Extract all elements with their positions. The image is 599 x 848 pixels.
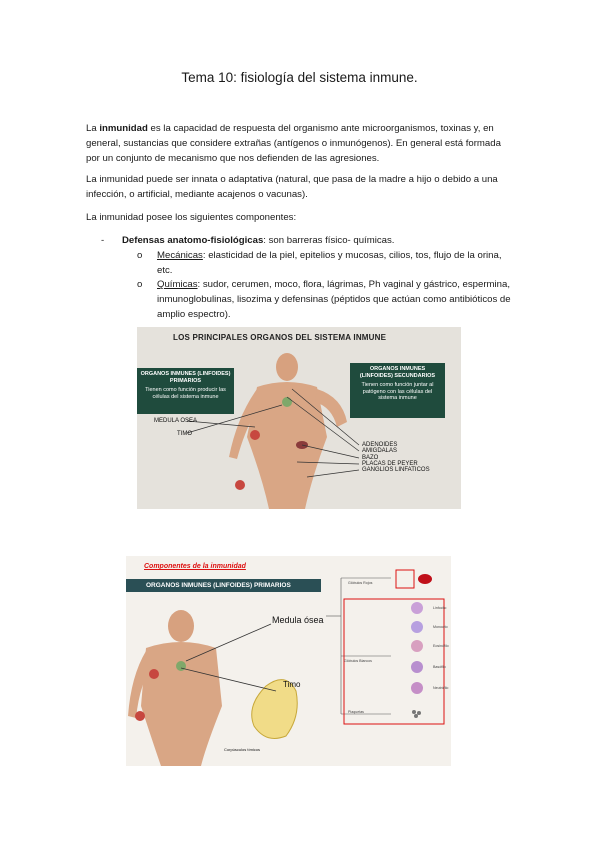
page-title: Tema 10: fisiología del sistema inmune. — [181, 70, 418, 85]
label-monocito: Monocito — [433, 625, 448, 629]
label-bazo: BAZO — [362, 455, 379, 461]
sub-marker: o — [137, 279, 143, 290]
label-placas-peyer: PLACAS DE PEYER — [362, 461, 418, 467]
label-adenoides: ADENOIDES — [362, 442, 398, 448]
sub-label: Químicas — [157, 279, 198, 290]
sub-rest: : elasticidad de la piel, epitelios y mucosas, cilios, tos, flujo de la orina, etc. — [157, 250, 502, 276]
label-globulos-blancos: Glóbulos Blancos — [344, 659, 372, 663]
primary-box-heading: ORGANOS INMUNES (LINFOIDES) PRIMARIOS — [140, 371, 231, 384]
paragraph-types: La inmunidad puede ser innata o adaptativa (natural, que pasa de la madre a hijo o debido a una infección, o artificial, mediante acajenos o vacunas). — [86, 174, 498, 200]
primary-organs-box — [137, 368, 234, 414]
primary-organs-bar: ORGANOS INMUNES (LINFOIDES) PRIMARIOS — [126, 579, 321, 592]
immunity-components-figure — [126, 556, 451, 766]
bullet-rest: : son barreras físico- químicas. — [263, 235, 395, 246]
paragraph-components: La inmunidad posee los siguientes componentes: — [86, 212, 297, 223]
sub-marker: o — [137, 250, 143, 261]
text-run: es la capacidad de respuesta del organismo ante microorganismos, toxinas y, en general, sustancias que considere extrañas (antígenos o inmunógenos). En general está formada por un conjunto de mecanismo que nos defienden de las agresiones. — [86, 123, 501, 164]
label-eosinofilo: Eosinófilo — [433, 644, 449, 648]
primary-box-text: Tienen como función producir las células del sistema inmune — [145, 387, 226, 400]
sub-label: Mecánicas — [157, 250, 203, 261]
sub-text — [157, 277, 512, 322]
immune-organs-figure — [137, 327, 461, 509]
label-neutrofilo: Neutrófilo — [433, 686, 449, 690]
label-amigdalas: AMIGDALAS — [362, 448, 398, 454]
label-corpusculos: Corpúsculos tímicos — [224, 747, 261, 752]
secondary-box-text: Tienen como función juntar al patógeno con las células del sistema inmune — [361, 382, 434, 401]
label-medula-osea: MEDULA OSEA — [154, 418, 198, 424]
figure-title: LOS PRINCIPALES ORGANOS DEL SISTEMA INMUNE — [173, 333, 387, 342]
bullet-bold: Defensas anatomo-fisiológicas — [122, 235, 264, 246]
secondary-organs-box — [350, 363, 445, 418]
label-timo: TIMO — [177, 431, 192, 437]
label-basofilo: Basófilo — [433, 665, 446, 669]
label-globulos-rojos: Glóbulos Rojos — [348, 581, 373, 585]
sub-rest: : sudor, cerumen, moco, flora, lágrimas, Ph vaginal y gástrico, espermina, inmunoglobulinas, lisozima y defensinas (péptidos que actúan como antibióticos de amplio espectro). — [157, 279, 511, 320]
label-linfocito: Linfocito — [433, 606, 447, 610]
label-ganglios: GANGLIOS LINFATICOS — [362, 467, 430, 473]
secondary-box-heading: ORGANOS INMUNES (LINFOIDES) SECUNDARIOS — [359, 366, 436, 379]
bullet-text — [122, 233, 522, 248]
bullet-dash: - — [101, 235, 105, 246]
sub-text — [157, 248, 512, 278]
label-timo2: Timo — [283, 680, 301, 689]
label-medula: Medula ósea — [272, 615, 324, 625]
bold-term: inmunidad — [99, 123, 148, 134]
label-plaquetas: Plaquetas — [348, 710, 364, 714]
paragraph-definition — [86, 121, 516, 166]
figure2-heading: Componentes de la inmunidad — [144, 563, 246, 570]
text-run: La — [86, 123, 100, 134]
